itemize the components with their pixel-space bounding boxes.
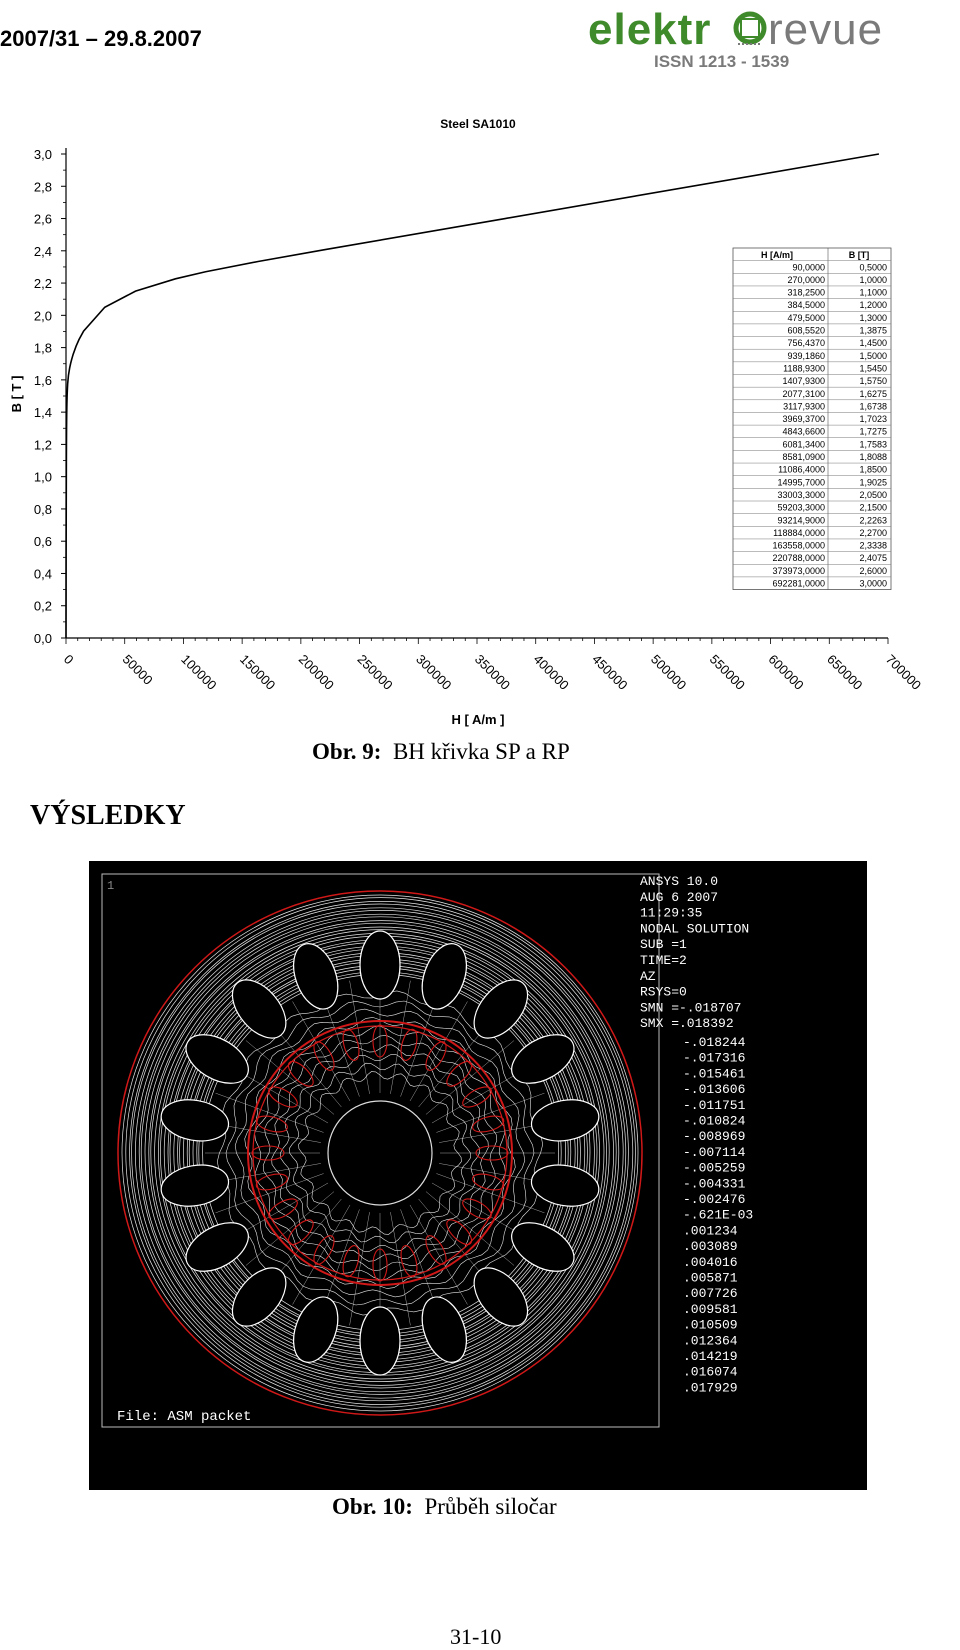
table-cell-h: 318,2500 [787,287,825,298]
x-tick-label: 550000 [706,651,749,693]
table-cell-b: 1,0000 [859,274,887,285]
table-cell-h: 3969,3700 [782,414,825,425]
contour-value: .016074 [683,1364,738,1380]
fig10-caption-text: Průběh siločar [424,1494,557,1519]
table-cell-h: 1188,9300 [783,363,825,374]
table-cell-b: 1,8088 [859,452,887,462]
contour-value: -.011751 [683,1097,746,1113]
contour-value: -.008969 [683,1129,746,1145]
table-cell-h: 90,0000 [792,262,825,273]
contour-value: -.007114 [683,1144,746,1160]
contour-value: .014219 [683,1349,738,1364]
fig10-caption-label: Obr. 10: [332,1494,413,1519]
table-cell-h: 373973,0000 [772,565,825,576]
ansys-info-line: 11:29:35 [640,905,703,921]
table-cell-h: 11086,4000 [778,464,825,475]
contour-value: .004016 [683,1254,738,1270]
x-tick-label: 650000 [824,651,866,693]
logo-text-right: revue [768,5,884,54]
table-cell-h: 59203,3000 [777,502,825,513]
ansys-info-line: ANSYS 10.0 [640,874,719,889]
table-cell-b: 2,0500 [859,489,887,500]
table-cell-b: 2,6000 [859,565,887,576]
table-cell-b: 1,5750 [859,376,887,387]
fig9-caption [312,739,570,765]
table-cell-b: 1,5000 [859,350,887,361]
logo-text-left: elektr [588,5,712,54]
shaft-bore [328,1101,432,1205]
ansys-field-plot [89,861,867,1490]
table-cell-h: 1407,9300 [782,376,825,387]
contour-value: -.621E-03 [683,1207,754,1223]
y-tick-label: 2,4 [33,243,52,259]
table-header: B [T] [848,250,870,260]
y-tick-label: 1,0 [33,469,52,485]
contour-value: .005871 [683,1270,738,1286]
contour-value: -.010824 [683,1113,746,1129]
contour-value: -.004331 [683,1176,746,1192]
x-tick-label: 0 [60,651,77,668]
table-cell-h: 3117,9300 [783,401,825,412]
table-cell-b: 1,4500 [859,338,887,349]
chart-title: Steel SA1010 [440,117,516,131]
x-tick-label: 250000 [354,651,396,693]
table-cell-b: 3,0000 [859,578,887,589]
y-tick-label: 1,6 [33,372,52,388]
table-cell-h: 220788,0000 [772,553,825,564]
contour-value: -.002476 [683,1192,746,1207]
contour-value: .017929 [683,1380,738,1396]
table-cell-b: 2,2263 [859,515,887,526]
y-tick-label: 2,8 [33,179,52,195]
file-label: File: ASM packet [117,1409,252,1425]
table-cell-b: 1,3000 [859,312,887,323]
contour-value: -.017316 [683,1050,746,1066]
ansys-info-line: AZ [640,968,656,984]
x-axis-label: H [ A/m ] [451,712,505,727]
y-tick-label: 1,4 [33,405,52,421]
table-cell-h: 163558,0000 [772,540,825,551]
x-tick-label: 400000 [530,651,572,693]
y-tick-label: 1,8 [33,340,52,356]
table-cell-h: 8581,0900 [782,452,825,462]
table-cell-b: 1,7023 [859,414,887,425]
contour-value: .009581 [683,1301,738,1317]
y-tick-label: 0,4 [33,566,52,582]
table-cell-h: 93214,9000 [777,515,825,526]
x-tick-label: 300000 [413,651,455,693]
fig9-caption-label: Obr. 9: [312,739,382,764]
x-tick-label: 100000 [178,651,220,693]
ansys-info-line: SMX =.018392 [640,1016,734,1032]
table-cell-b: 0,5000 [859,262,887,273]
y-axis-label: B [ T ] [9,375,24,413]
ansys-info-line: RSYS=0 [640,984,687,1000]
table-cell-b: 1,2000 [859,300,887,311]
x-tick-label: 450000 [589,651,631,693]
y-tick-label: 0,2 [33,598,52,614]
ansys-info-line: SMN =-.018707 [640,1000,742,1016]
fig9-caption-text: BH křivka SP a RP [392,739,570,764]
x-tick-label: 350000 [471,651,514,693]
table-cell-b: 2,1500 [859,502,887,513]
table-cell-h: 608,5520 [787,325,825,336]
table-cell-b: 2,2700 [859,527,887,538]
table-cell-h: 384,5000 [787,300,825,311]
stator-slot [360,931,400,999]
table-cell-h: 33003,3000 [777,489,825,500]
table-cell-h: 939,1860 [787,350,825,361]
x-tick-label: 50000 [119,651,156,688]
window-number: 1 [107,879,115,893]
y-tick-label: 2,6 [33,211,52,227]
table-cell-h: 756,4370 [787,338,825,349]
table-cell-b: 1,1000 [859,287,887,298]
contour-value: -.005259 [683,1160,746,1176]
y-tick-label: 0,6 [33,534,52,550]
ansys-info-line: NODAL SOLUTION [640,921,750,937]
y-tick-label: 3,0 [33,147,52,162]
logo-issn: ISSN 1213 - 1539 [654,52,790,71]
ansys-info-line: SUB =1 [640,937,687,953]
contour-value: .007726 [683,1286,738,1302]
bh-curve-chart [0,100,960,740]
contour-value: .010509 [683,1317,738,1333]
table-header: H [A/m] [761,250,793,260]
table-cell-b: 1,8500 [859,464,887,475]
table-cell-h: 6081,3400 [782,439,825,450]
section-title: VÝSLEDKY [30,800,186,831]
y-tick-label: 1,2 [33,437,52,453]
x-tick-label: 200000 [295,651,338,693]
table-cell-h: 4843,6600 [782,426,825,437]
table-cell-h: 692281,0000 [772,578,825,589]
x-tick-label: 150000 [237,651,279,693]
table-cell-b: 2,4075 [859,553,887,564]
table-cell-b: 1,3875 [859,325,887,336]
bh-data-table [733,248,891,590]
contour-value: .012364 [683,1333,738,1349]
y-tick-label: 0,8 [33,501,52,517]
y-tick-label: 0,0 [33,631,52,646]
table-cell-b: 1,9025 [859,477,887,488]
y-tick-label: 2,0 [33,308,52,324]
ansys-info-line: AUG 6 2007 [640,889,719,905]
contour-value: .003089 [683,1239,738,1255]
issue-date: 2007/31 – 29.8.2007 [0,26,202,51]
table-cell-b: 1,5450 [859,363,887,374]
contour-value: .001234 [683,1223,738,1239]
logo-chip-icon [736,14,764,44]
x-tick-label: 600000 [765,651,807,693]
fig10-caption [332,1494,557,1520]
contour-value: -.018244 [683,1035,746,1050]
page-number: 31-10 [450,1624,502,1649]
stator-slot [360,1307,400,1375]
table-cell-h: 14995,7000 [777,477,825,488]
table-cell-b: 1,6275 [859,388,887,399]
ansys-info-line: TIME=2 [640,953,687,968]
contour-value: -.013606 [683,1082,746,1098]
elektrorevue-logo [588,4,960,74]
x-ticks [61,652,924,693]
table-cell-b: 2,3338 [859,540,887,551]
x-tick-label: 500000 [648,651,690,693]
table-cell-h: 479,5000 [787,312,825,323]
table-cell-h: 118884,0000 [773,527,825,538]
table-cell-b: 1,6738 [859,401,887,412]
table-cell-b: 1,7275 [859,426,887,437]
table-cell-b: 1,7583 [859,439,887,450]
x-tick-label: 700000 [882,651,925,693]
y-tick-label: 2,2 [33,276,52,292]
y-ticks [34,147,66,646]
contour-value: -.015461 [683,1066,746,1082]
table-cell-h: 2077,3100 [782,388,825,399]
table-cell-h: 270,0000 [787,274,825,285]
